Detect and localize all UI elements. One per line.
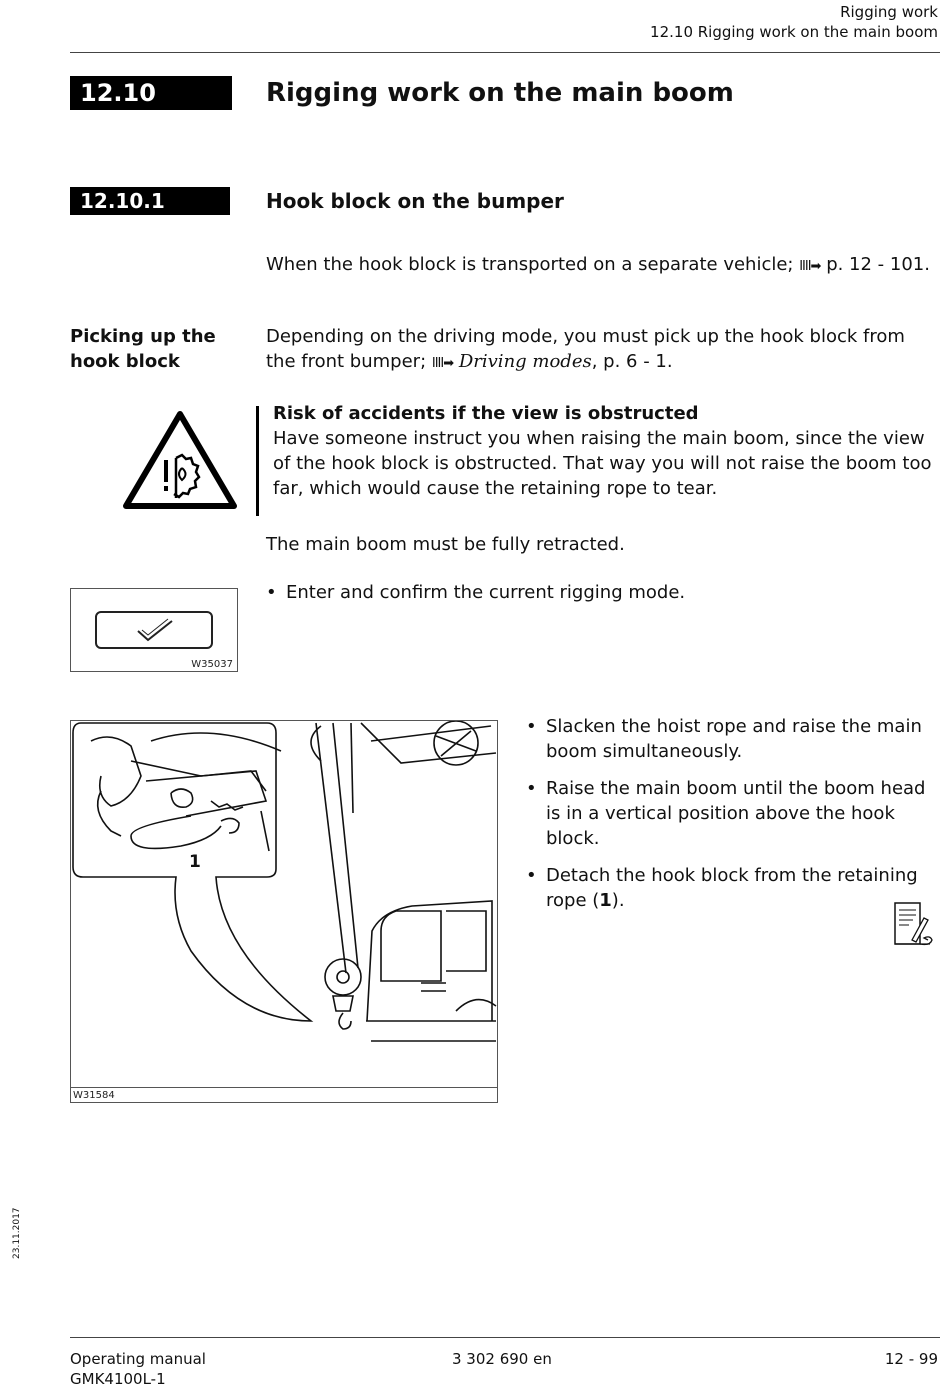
warning-triangle-icon [120,408,240,513]
document-note-icon [890,900,940,950]
retracted-note: The main boom must be fully retracted. [266,534,625,555]
subsection-title: Hook block on the bumper [266,189,564,213]
step-detach-number: 1 [599,890,612,911]
cross-reference-arrow-icon: IIII➡ [431,356,454,371]
warning-block [273,401,939,501]
step-detach-end: ). [611,890,625,911]
warning-text: Have someone instruct you when raising the main boom, since the view of the hook block is obstructed. That way you will not raise the boom too far, which would cause the retaining rope to tear. [273,428,932,499]
subsection-number-box [70,187,230,215]
callout-number: 1 [189,852,201,872]
subsection-number: 12.10.1 [80,189,165,213]
header-section: 12.10 Rigging work on the main boom [650,23,938,41]
figure-large-label: W31584 [73,1090,115,1101]
side-date: 23.11.2017 [12,1207,22,1259]
warning-bar [256,406,259,516]
confirm-key [95,611,213,649]
pickup-paragraph [266,324,938,376]
crane-illustration [71,721,497,1102]
pickup-reference-title[interactable]: Driving modes [458,351,592,372]
warning-title: Risk of accidents if the view is obstructed [273,403,699,424]
header-rule [70,52,940,53]
section-number-box [70,76,232,110]
list-item [526,863,938,913]
footer-model: GMK4100L-1 [70,1370,166,1388]
pickup-reference-page: , p. 6 - 1. [591,351,673,372]
intro-reference[interactable]: p. 12 - 101. [826,254,930,275]
figure-small-label: W35037 [191,659,233,670]
footer-page: 12 - 99 [884,1350,938,1368]
list-item: • Slacken the hoist rope and raise the main boom simultaneously. [526,714,938,764]
side-date-wrap [9,1207,22,1259]
list-item: • Enter and confirm the current rigging mode. [266,580,938,605]
footer-rule [70,1337,940,1338]
header-chapter: Rigging work [840,3,938,21]
footer-left [70,1349,206,1389]
list-item: • Raise the main boom until the boom head is in a vertical position above the hook block. [526,776,938,851]
section-title: Rigging work on the main boom [266,78,734,108]
step-detach-text: Detach the hook block from the retaining rope ( [546,865,918,911]
checkmark-icon [135,618,175,642]
side-label-picking-up: Picking up the hook block [70,326,216,372]
footer-doc-number: 3 302 690 en [452,1350,552,1368]
footer-manual: Operating manual [70,1350,206,1368]
steps-list [526,714,938,925]
cross-reference-arrow-icon: IIII➡ [799,259,821,274]
intro-paragraph [266,252,936,279]
rigging-step-list [266,580,938,617]
figure-hook-block-crane [70,720,498,1103]
figure-confirm-button [70,588,238,672]
intro-text: When the hook block is transported on a separate vehicle; [266,254,794,275]
figure-divider [71,1087,497,1088]
section-number: 12.10 [80,79,156,107]
running-header [650,2,938,42]
pickup-text: Depending on the driving mode, you must pick up the hook block from the front bumper; [266,326,905,372]
